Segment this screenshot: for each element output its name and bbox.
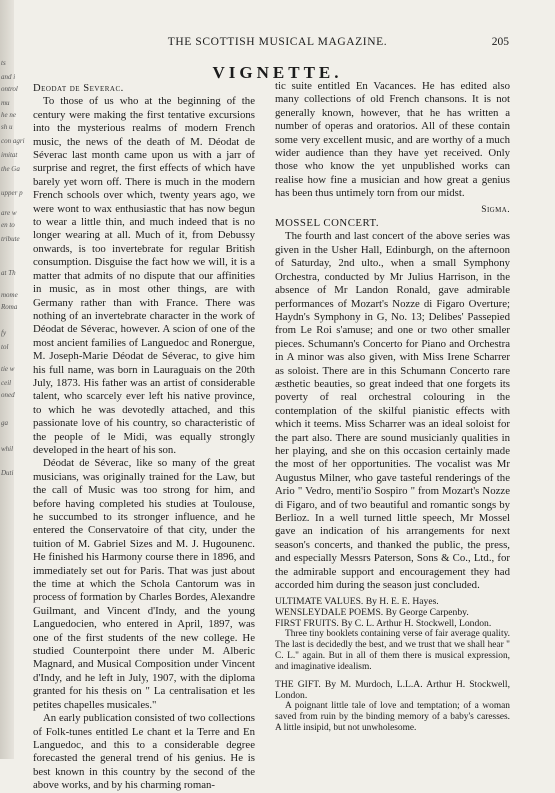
running-title: THE SCOTTISH MUSICAL MAGAZINE. (167, 36, 388, 48)
review-title-line: ULTIMATE VALUES. By H. E. E. Hayes. (275, 596, 439, 608)
reviews-section (275, 596, 510, 734)
gutter-fragment: tie w (1, 365, 15, 373)
gutter-fragment: mome (1, 291, 18, 299)
gutter-fragment: whil (1, 445, 14, 453)
body-paragraph: An early publication consisted of two collections of Folk-tunes entitled Le chant et la Terre and En Languedoc, and this to a considerable degree forecasted the general trend of his genius. He is best known in this country by the second of the above works, and by his charming roman- (33, 712, 255, 792)
gutter-fragment: tol (1, 343, 9, 351)
gutter-fragment: ts (1, 59, 6, 67)
gutter-fragment: mu (1, 99, 10, 107)
gutter-fragment: ceil (1, 379, 12, 387)
gutter-fragment: ga (1, 419, 8, 427)
gutter-fragment: ontrol (1, 85, 18, 93)
concert-heading: MOSSEL CONCERT. (275, 217, 380, 230)
body-paragraph: To those of us who at the beginning of the century were making the first tentative excursions into the mysterious realms of modern French music, the news of the death of M. Déodat de Séverac last month came upon us with a jarr of surprise and regret, the first effects of which have barely yet worn off. There is much in the modern French schools over which, twenty years ago, we were wont to wax enthusiastic that has now begun to wear a little thin, and much indeed that is no longer wearing at all. Much of it, from Debussy onwards, is too invertebrate for regular British consumption. Disguise the fact how we will, it is a matter that admits of no dispute that our affinities in music, as in most other things, are with Germany rather than with France. There was nothing of an invertebrate character in the work of Déodat de Séverac, however. A scion of one of the most ancient families of Languedoc and Ronergue, M. Joseph-Marie Déodat de Séverac, to give him his full name, was born in Lauraguais on the 20th July, 1873. His father was an artist of considerable talent, who scarcely ever left his native province, to which he was devotedly attached, and this passionate love of his country, so characteristic of the people of le Midi, was equally strongly developed in the heart of his son. (33, 95, 255, 456)
review-entry (275, 596, 510, 673)
body-paragraph: Déodat de Séverac, like so many of the great musicians, was originally trained for the Law, but the call of Music was too strong for him, and before having completed his studies at Toulouse, he succumbed to its stronger influence, and he entered the Conservatoire of that city, under the tuition of M. Gabriel Sizes and M. J. Hugounenc. He finished his Harmony course there in 1896, and immediately set out for Paris. That was just about the time at which the Schola Cantorum was in process of formation by Charles Bordes, Alexandre Guilmant, and Vincent d'Indy, and the young Languedocien, who entered in April, 1897, was one of the first students of the new college. He studied Counterpoint there under M. Alberic Magnard, and Musical Composition under Vincent d'Indy, and he left in July, 1907, with the diploma granted for his thesis on " La centralisation et les petites chapelles musicales." (33, 457, 255, 711)
gutter-fragment: tribute (1, 235, 20, 243)
concert-paragraph: The fourth and last concert of the above series was given in the Usher Hall, Edinburgh, on the afternoon of Saturday, 2nd ulto., when a small Symphony Orchestra, conducted by Mr Julius Harrison, in the absence of Mr Landon Ronald, gave admirable performances of Mozart's Nozze di Figaro Overture; Haydn's Symphony in G, No. 13; Delibes' Passepied from Le Roi s'amuse; and one or two other smaller pieces. Schumann's Concerto for Piano and Orchestra in A minor was also given, with Miss Irene Scharrer as soloist. There are in this Schumann Concerto rare æsthetic beauties, so great indeed that one forgets its poverty of real orchestral colouring in the contemplation of the skilful pianistic effects with which it teems. Miss Scharrer was an ideal soloist for the part also. There are sound musicianly qualities in her playing, and she on this occasion certainly made the most of her opportunities. The vocalist was Mr Augustus Milner, who gave tasteful renderings of the Ario " Vedro, menti'io Sospiro " from Mozart's Nozze di Figaro, and of two beautiful and romantic songs by Berlioz. In a well turned little speech, Mr Mossel gave an indication of his arrangements for next season's concerts, and thanked the public, the press, and especially Messrs Paterson, Sons & Co., Ltd., for the admirable support and encouragement they had accorded him during the season just concluded. (275, 230, 510, 592)
page-gutter-shadow (0, 0, 25, 759)
continued-paragraph: tic suite entitled En Vacances. He has edited also many collections of old French chansons. It is not generally known, however, that he has written a number of operas and oratorios. All of these contain some very excellent music, and are worthy of a much wider audience than they have yet received. Only those who know the yet unpublished works can realise how fine a musician and how great a genius has been thus untimely torn from our midst. (275, 80, 510, 200)
gutter-fragment: at Th (1, 269, 16, 277)
article-title: VIGNETTE. (212, 63, 343, 82)
gutter-fragment: oned (1, 391, 15, 399)
review-title-line: THE GIFT. By M. Murdoch, L.L.A. Arthur H. Stockwell, London. (275, 679, 510, 702)
page-number: 205 (491, 36, 509, 48)
gutter-fragment: en to (1, 221, 15, 229)
gutter-fragment: con agri (1, 137, 25, 145)
gutter-fragment: the Ga (1, 165, 20, 173)
review-title-line: FIRST FRUITS. By C. L. Arthur H. Stockwell, London. (275, 618, 492, 630)
page-header (0, 36, 555, 50)
gutter-fragment: he ne (1, 111, 16, 119)
review-body: A poignant little tale of love and temptation; of a woman saved from ruin by the binding memory of a baby's caresses. A little insipid, but not unwholesome. (275, 701, 510, 734)
author-signature: Sigma. (481, 204, 510, 215)
review-body: Three tiny booklets containing verse of fair average quality. The last is decidedly the best, and we trust that we shall hear " C. L." again. But in all of them there is musical expression, and imaginative idealism. (275, 629, 510, 673)
gutter-fragment: upper p (1, 189, 23, 197)
right-column (275, 80, 510, 740)
gutter-fragment: imitat (1, 151, 18, 159)
gutter-fragment: sh u (1, 123, 13, 131)
gutter-fragment: Roma (1, 303, 18, 311)
gutter-fragment: and i (1, 73, 16, 81)
review-entry (275, 679, 510, 734)
gutter-fragment: fy (1, 329, 7, 337)
left-column (33, 82, 255, 793)
gutter-fragment: Duti (1, 469, 14, 477)
article-subheading: Deodat de Severac. (33, 83, 124, 94)
gutter-fragment: are w (1, 209, 17, 217)
review-title-line: WENSLEYDALE POEMS. By George Carpenby. (275, 607, 469, 619)
